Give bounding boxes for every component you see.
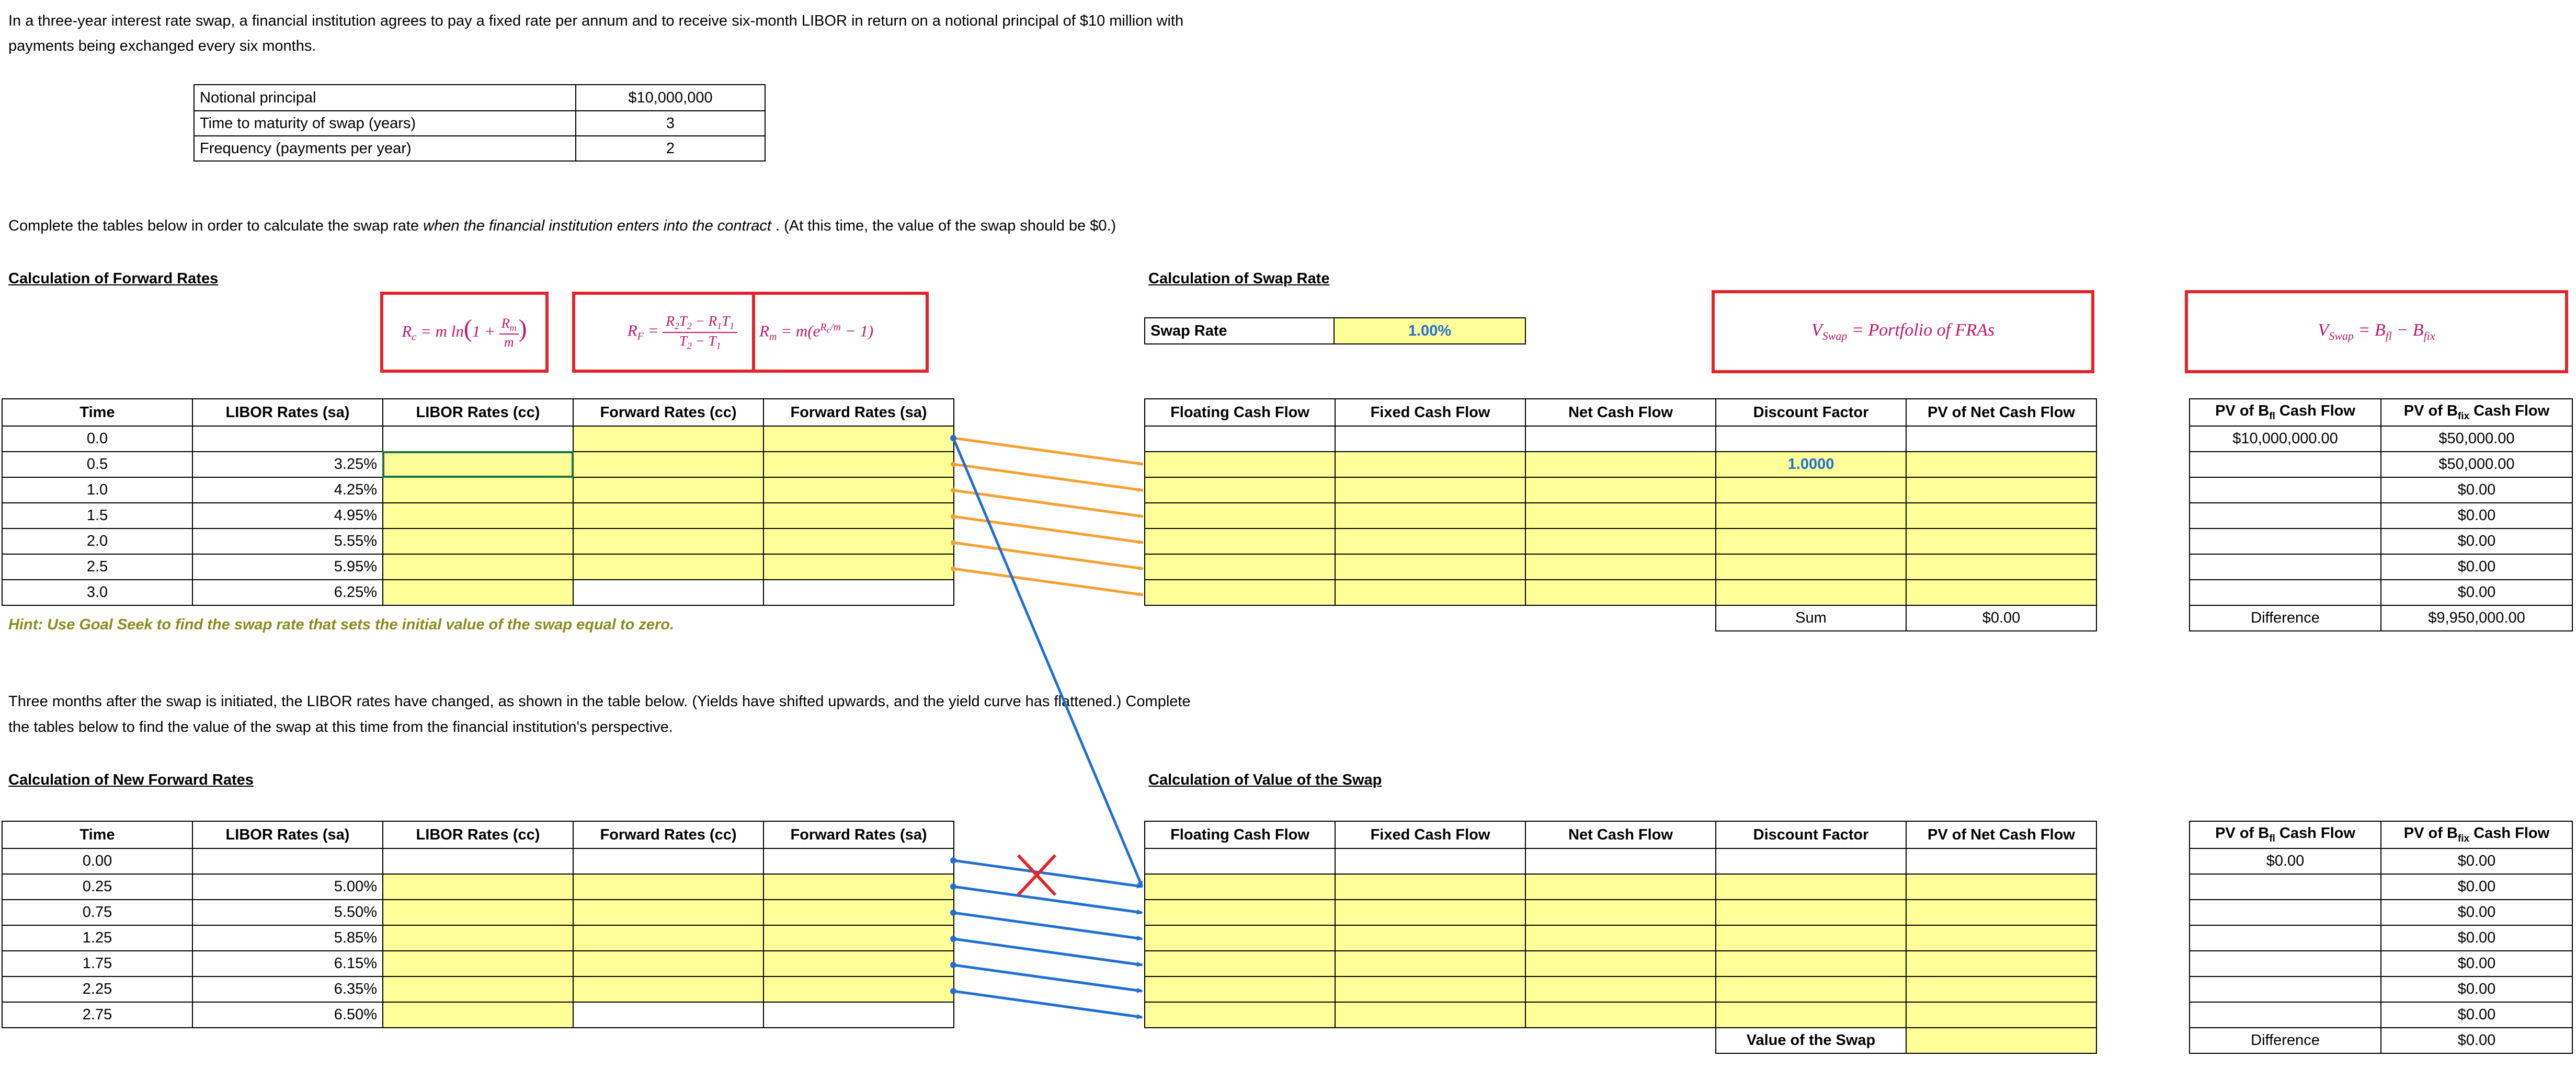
- formula-vswap-bond: $V_{Swap} = B_{fl} - B_{fix}$: [2185, 290, 2568, 373]
- col-header: LIBOR Rates (sa): [192, 821, 383, 848]
- blue-arrow: [953, 887, 1142, 913]
- time-cell: 0.25: [2, 874, 192, 900]
- time-cell: 0.00: [2, 848, 192, 874]
- bfix-cell[interactable]: $50,000.00: [2381, 452, 2572, 477]
- value-of-swap-label: Value of the Swap: [1716, 1028, 1906, 1053]
- libor-sa-cell[interactable]: 5.00%: [192, 874, 383, 900]
- bfix-cell[interactable]: $0.00: [2381, 554, 2572, 580]
- col-header: Net Cash Flow: [1525, 399, 1716, 426]
- blue-arrow: [953, 965, 1142, 991]
- intro-line-2: payments being exchanged every six months.: [8, 38, 316, 54]
- bfix-cell[interactable]: $0.00: [2381, 580, 2572, 605]
- difference-label: Difference: [2190, 605, 2381, 631]
- section-value-of-swap: Calculation of Value of the Swap: [1148, 772, 1382, 788]
- orange-arrow: [953, 464, 1143, 490]
- bfix-cell[interactable]: $0.00: [2381, 848, 2572, 874]
- difference-label: Difference: [2190, 1028, 2381, 1053]
- sum-value[interactable]: $0.00: [1906, 605, 2096, 631]
- col-header: Forward Rates (cc): [573, 399, 763, 426]
- time-cell: 0.5: [2, 452, 192, 477]
- section-swap-rate: Calculation of Swap Rate: [1148, 270, 1330, 287]
- libor-sa-cell[interactable]: 5.50%: [192, 900, 383, 925]
- time-cell: 1.0: [2, 477, 192, 503]
- bfix-cell[interactable]: $0.00: [2381, 925, 2572, 951]
- param-value[interactable]: 2: [576, 136, 765, 161]
- goal-seek-hint: Hint: Use Goal Seek to find the swap rate that sets the initial value of the swap equal to zero.: [8, 616, 675, 633]
- bfix-cell[interactable]: $0.00: [2381, 528, 2572, 554]
- col-header: Forward Rates (cc): [573, 821, 763, 848]
- col-header: Net Cash Flow: [1525, 821, 1716, 848]
- col-header: Discount Factor: [1716, 399, 1906, 426]
- orange-precedent-arrows: [951, 435, 1143, 595]
- param-label: Frequency (payments per year): [194, 136, 576, 161]
- time-cell: 3.0: [2, 580, 192, 605]
- col-header: PV of Net Cash Flow: [1906, 399, 2096, 426]
- bfl-cell[interactable]: $10,000,000.00: [2190, 426, 2381, 452]
- orange-arrow: [953, 516, 1143, 543]
- col-header: Time: [2, 821, 192, 848]
- col-header: Fixed Cash Flow: [1335, 821, 1525, 848]
- sum-label: Sum: [1716, 605, 1906, 631]
- difference-value[interactable]: $9,950,000.00: [2381, 605, 2572, 631]
- time-cell: 2.5: [2, 554, 192, 580]
- bfix-cell[interactable]: $0.00: [2381, 503, 2572, 528]
- section-forward-rates: Calculation of Forward Rates: [8, 270, 219, 287]
- time-cell: 0.75: [2, 900, 192, 925]
- blue-arrow: [953, 939, 1142, 965]
- libor-sa-cell[interactable]: 6.25%: [192, 580, 383, 605]
- difference-value[interactable]: $0.00: [2381, 1028, 2572, 1053]
- libor-sa-cell[interactable]: 6.35%: [192, 976, 383, 1002]
- time-cell: 2.75: [2, 1002, 192, 1028]
- swap-rate-label: Swap Rate: [1145, 318, 1334, 344]
- param-value[interactable]: 3: [576, 111, 765, 136]
- time-cell: 2.0: [2, 528, 192, 554]
- blue-arrow: [953, 913, 1142, 939]
- bfix-cell[interactable]: $0.00: [2381, 900, 2572, 925]
- param-label: Notional principal: [194, 85, 576, 111]
- col-header: PV of Net Cash Flow: [1906, 821, 2096, 848]
- col-header: Floating Cash Flow: [1145, 399, 1335, 426]
- param-label: Time to maturity of swap (years): [194, 111, 576, 136]
- libor-sa-cell[interactable]: 5.95%: [192, 554, 383, 580]
- time-cell: 1.75: [2, 951, 192, 976]
- blue-precedent-arrows: [950, 435, 1142, 1017]
- instruction-emph: when the financial institution enters into the contract: [423, 217, 771, 234]
- col-header-bfl: PV of $B_{fl}$ Cash Flow: [2190, 821, 2381, 848]
- three-months-line-1: Three months after the swap is initiated, the LIBOR rates have changed, as shown in the table below. (Yields have shifted upwards, and the yield curve has flattened.) Complete: [8, 693, 1191, 710]
- three-months-line-2: the tables below to find the value of the swap at this time from the financial institution's perspective.: [8, 719, 673, 735]
- swap-rate-value[interactable]: 1.00%: [1334, 318, 1525, 344]
- bfix-cell[interactable]: $0.00: [2381, 477, 2572, 503]
- bfix-cell[interactable]: $0.00: [2381, 1002, 2572, 1028]
- bfl-cell[interactable]: $0.00: [2190, 848, 2381, 874]
- time-cell: 0.0: [2, 426, 192, 452]
- col-header: Discount Factor: [1716, 821, 1906, 848]
- formula-rc: $R_c = m$ ln(1 + $\frac{R_m}{m}$ ): [380, 292, 549, 373]
- formula-vswap-fra: $V_{Swap}$ = Portfolio of FRAs: [1712, 290, 2094, 373]
- col-header-bfix: PV of $B_{fix}$ Cash Flow: [2381, 399, 2572, 426]
- libor-sa-cell[interactable]: 6.15%: [192, 951, 383, 976]
- instruction-post: . (At this time, the value of the swap should be $0.): [771, 217, 1116, 234]
- libor-sa-cell[interactable]: 3.25%: [192, 452, 383, 477]
- col-header: LIBOR Rates (cc): [383, 821, 573, 848]
- time-cell: 1.25: [2, 925, 192, 951]
- col-header: LIBOR Rates (sa): [192, 399, 383, 426]
- intro-line-1: In a three-year interest rate swap, a financial institution agrees to pay a fixed rate per annum and to receive six-month LIBOR in return on a notional principal of $10 million with: [8, 13, 1184, 29]
- col-header: Forward Rates (sa): [763, 399, 954, 426]
- param-value[interactable]: $10,000,000: [576, 85, 765, 111]
- section-new-forward-rates: Calculation of New Forward Rates: [8, 772, 254, 788]
- bfix-cell[interactable]: $0.00: [2381, 874, 2572, 900]
- formula-rf: $R_F$ = $\frac{R_2T_2 - R_1T_1}{T_2 - T_1}$ $R_m = m(e^{R_c/m} - 1)$: [572, 292, 929, 373]
- libor-sa-cell[interactable]: 4.25%: [192, 477, 383, 503]
- bfix-cell[interactable]: $0.00: [2381, 951, 2572, 976]
- discount-cell[interactable]: 1.0000: [1716, 452, 1906, 477]
- col-header: Fixed Cash Flow: [1335, 399, 1525, 426]
- instruction-pre: Complete the tables below in order to calculate the swap rate: [8, 217, 424, 234]
- libor-sa-cell[interactable]: 6.50%: [192, 1002, 383, 1028]
- blue-arrow: [953, 991, 1142, 1017]
- col-header: Floating Cash Flow: [1145, 821, 1335, 848]
- orange-arrow: [953, 543, 1143, 569]
- col-header: Time: [2, 399, 192, 426]
- col-header-bfix: PV of $B_{fix}$ Cash Flow: [2381, 821, 2572, 848]
- time-cell: 1.5: [2, 503, 192, 528]
- time-cell: 2.25: [2, 976, 192, 1002]
- libor-sa-cell[interactable]: 4.95%: [192, 503, 383, 528]
- bfix-cell[interactable]: $0.00: [2381, 976, 2572, 1002]
- libor-sa-cell[interactable]: 5.55%: [192, 528, 383, 554]
- libor-sa-cell[interactable]: 5.85%: [192, 925, 383, 951]
- col-header: Forward Rates (sa): [763, 821, 954, 848]
- col-header: LIBOR Rates (cc): [383, 399, 573, 426]
- col-header-bfl: PV of $B_{fl}$ Cash Flow: [2190, 399, 2381, 426]
- orange-arrow: [953, 438, 1143, 464]
- blue-arrow: [953, 438, 1142, 887]
- bfix-cell[interactable]: $50,000.00: [2381, 426, 2572, 452]
- orange-arrow: [953, 569, 1143, 595]
